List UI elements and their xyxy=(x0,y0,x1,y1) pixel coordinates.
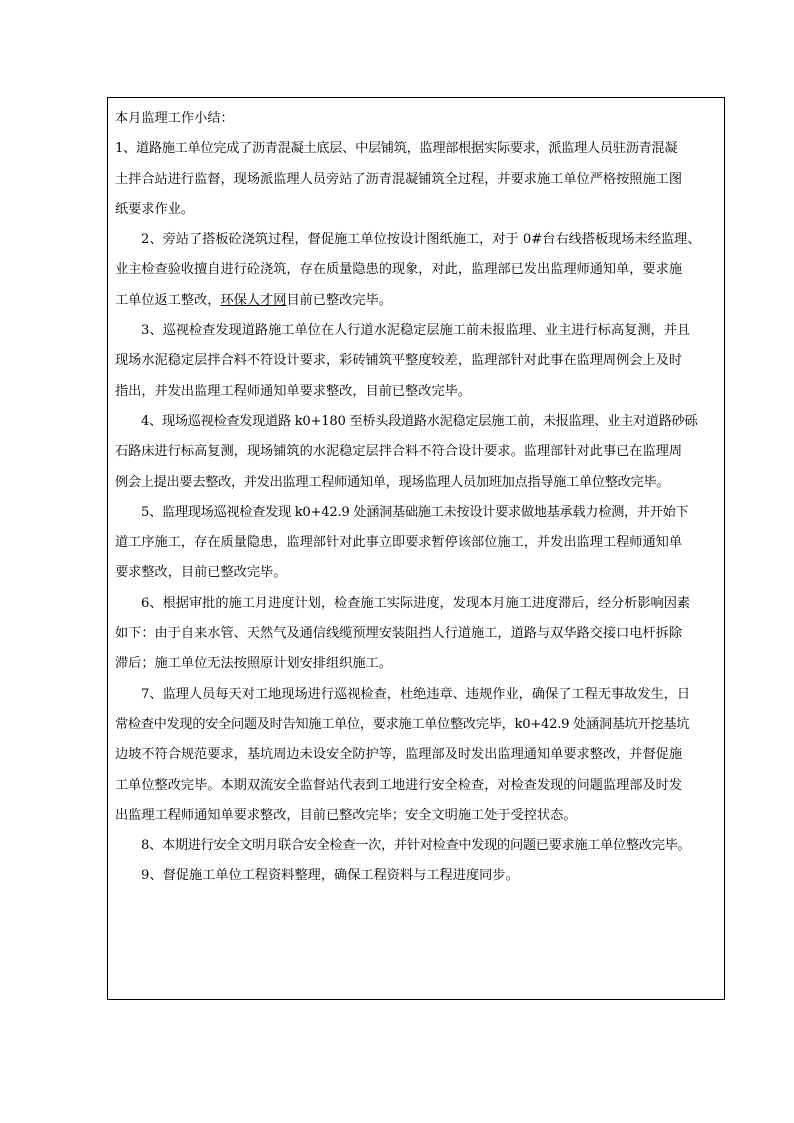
item-1-line-1: 1、道路施工单位完成了沥青混凝土底层、中层铺筑，监理部根据实际要求，派监理人员驻沥青混凝 xyxy=(115,141,678,157)
item-3-line-1: 3、巡视检查发现道路施工单位在人行道水泥稳定层施工前未报监理、业主进行标高复测，并且 xyxy=(141,323,691,339)
item-5-line-2: 道工序施工，存在质量隐患，监理部针对此事立即要求暂停该部位施工，并发出监理工程师通知单 xyxy=(115,535,683,551)
summary-item-3 xyxy=(115,316,721,407)
summary-item-6 xyxy=(115,589,721,680)
item-3-line-3: 指出，并发出监理工程师通知单要求整改，目前已整改完毕。 xyxy=(115,383,472,399)
summary-table-cell xyxy=(107,97,725,1000)
summary-content xyxy=(115,104,721,892)
item-7-line-2: 常检查中发现的安全问题及时告知施工单位，要求施工单位整改完毕，k0+42.9 处涵洞基坑开挖基坑 xyxy=(115,716,690,732)
item-4-line-2: 石路床进行标高复测，现场铺筑的水泥稳定层拌合料不符合设计要求。监理部针对此事已在监理周 xyxy=(115,444,683,460)
summary-item-8 xyxy=(115,831,721,861)
item-2-line-1: 2、旁站了搭板砼浇筑过程，督促施工单位按设计图纸施工，对于 0#台右线搭板现场未经监理、 xyxy=(141,232,701,248)
item-4-line-3: 例会上提出要去整改，并发出监理工程师通知单，现场监理人员加班加点指导施工单位整改完毕。 xyxy=(115,474,670,490)
environment-talent-link[interactable]: 环保人才网 xyxy=(220,292,287,308)
summary-item-1 xyxy=(115,134,721,225)
item-2-line-3-suffix: 目前已整改完毕。 xyxy=(286,292,392,308)
item-1-line-3: 纸要求作业。 xyxy=(115,201,195,217)
item-5-line-3: 要求整改，目前已整改完毕。 xyxy=(115,565,287,581)
item-2-line-3-prefix: 工单位返工整改， xyxy=(115,292,221,308)
item-2-line-2: 业主检查验收擅自进行砼浇筑，存在质量隐患的现象，对此，监理部已发出监理师通知单，要求施 xyxy=(115,262,683,278)
summary-item-7 xyxy=(115,680,721,831)
item-7-line-3: 边坡不符合规范要求，基坑周边未设安全防护等，监理部及时发出监理通知单要求整改，并督促施 xyxy=(115,747,683,763)
item-7-line-4: 工单位整改完毕。本期双流安全监督站代表到工地进行安全检查，对检查发现的问题监理部及时发 xyxy=(115,777,683,793)
item-2-line-3 xyxy=(115,286,721,316)
item-4-line-1: 4、现场巡视检查发现道路 k0+180 至桥头段道路水泥稳定层施工前，未报监理、业主对道路砂砾 xyxy=(141,413,698,429)
item-6-line-3: 滞后；施工单位无法按照原计划安排组织施工。 xyxy=(115,656,392,672)
item-6-line-2: 如下：由于自来水管、天然气及通信线缆预埋安装阻挡人行道施工，道路与双华路交接口电杆拆除 xyxy=(115,626,683,642)
summary-heading: 本月监理工作小结： xyxy=(115,111,234,126)
summary-item-2 xyxy=(115,225,721,316)
item-7-line-1: 7、监理人员每天对工地现场进行巡视检查，杜绝违章、违规作业，确保了工程无事故发生，日 xyxy=(141,686,691,702)
item-7-line-5: 出监理工程师通知单要求整改，目前已整改完毕；安全文明施工处于受控状态。 xyxy=(115,807,577,823)
item-8-line-1: 8、本期进行安全文明月联合安全检查一次，并针对检查中发现的问题已要求施工单位整改完毕。 xyxy=(141,838,691,854)
summary-item-4 xyxy=(115,407,721,498)
item-1-line-2: 土拌合站进行监督，现场派监理人员旁站了沥青混凝铺筑全过程，并要求施工单位严格按照施工图 xyxy=(115,171,683,187)
item-9-line-1: 9、督促施工单位工程资料整理，确保工程资料与工程进度同步。 xyxy=(141,868,519,884)
item-3-line-2: 现场水泥稳定层拌合料不符设计要求，彩砖铺筑平整度较差，监理部针对此事在监理周例会上及时 xyxy=(115,353,683,369)
item-6-line-1: 6、根据审批的施工月进度计划，检查施工实际进度，发现本月施工进度滞后，经分析影响因素 xyxy=(141,595,691,611)
summary-item-5 xyxy=(115,498,721,589)
summary-item-9 xyxy=(115,861,721,891)
item-5-line-1: 5、监理现场巡视检查发现 k0+42.9 处涵洞基础施工未按设计要求做地基承载力检测，并开始下 xyxy=(141,504,689,520)
